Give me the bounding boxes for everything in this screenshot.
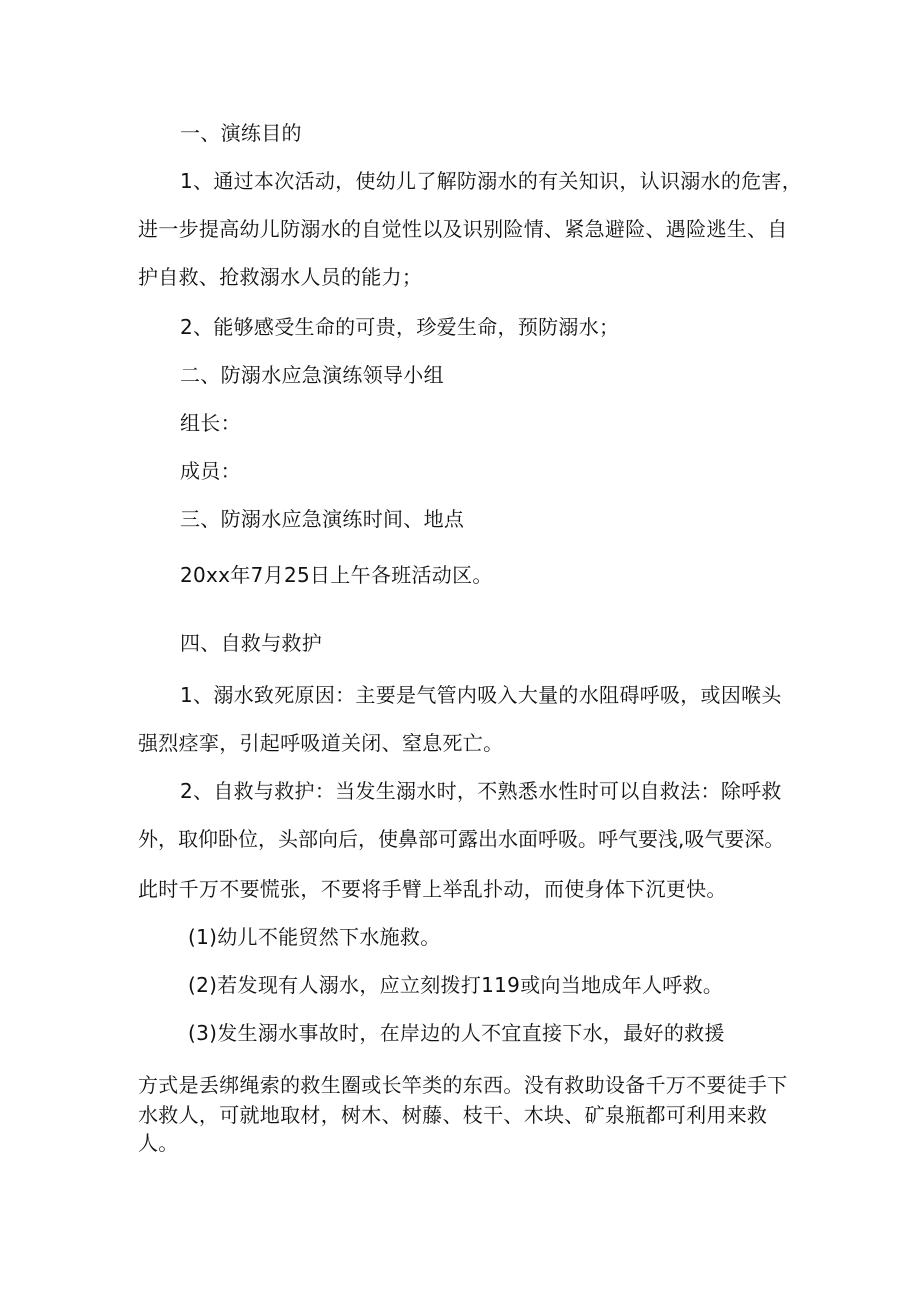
paragraph-line: 强烈痉挛，引起呼吸道关闭、窒息死亡。 bbox=[138, 731, 504, 755]
section-heading-objectives: 一、演练目的 bbox=[180, 121, 302, 145]
section-heading-leadership: 二、防溺水应急演练领导小组 bbox=[180, 363, 444, 387]
paragraph-line: 护自救、抢救溺水人员的能力； bbox=[138, 265, 423, 289]
paragraph-line: 进一步提高幼儿防溺水的自觉性以及识别险情、紧急避险、遇险逃生、自 bbox=[138, 217, 788, 241]
list-item: (2)若发现有人溺水，应立刻拨打119或向当地成年人呼救。 bbox=[188, 973, 724, 997]
list-item: (1)幼儿不能贸然下水施救。 bbox=[188, 925, 441, 949]
time-place-line: 20xx年7月25日上午各班活动区。 bbox=[180, 563, 493, 587]
paragraph-line: 此时千万不要慌张，不要将手臂上举乱扑动，而使身体下沉更快。 bbox=[138, 877, 727, 901]
section-heading-self-rescue: 四、自救与救护 bbox=[180, 631, 323, 655]
paragraph-line: 水救人，可就地取材，树木、树藤、枝干、木块、矿泉瓶都可利用来救 bbox=[138, 1103, 768, 1127]
paragraph-line: 1、溺水致死原因：主要是气管内吸入大量的水阻碍呼吸，或因喉头 bbox=[180, 683, 782, 707]
leader-label: 组长： bbox=[180, 411, 241, 435]
paragraph-line: 2、能够感受生命的可贵，珍爱生命，预防溺水； bbox=[180, 315, 620, 339]
list-item: (3)发生溺水事故时，在岸边的人不宜直接下水，最好的救援 bbox=[188, 1021, 725, 1045]
members-label: 成员： bbox=[180, 459, 241, 483]
paragraph-line: 方式是丢绑绳索的救生圈或长竿类的东西。没有救助设备千万不要徒手下 bbox=[138, 1073, 788, 1097]
paragraph-line: 1、通过本次活动，使幼儿了解防溺水的有关知识，认识溺水的危害， bbox=[180, 169, 803, 193]
section-heading-time-place: 三、防溺水应急演练时间、地点 bbox=[180, 507, 465, 531]
paragraph-line: 2、自救与救护：当发生溺水时，不熟悉水性时可以自救法：除呼救 bbox=[180, 779, 782, 803]
paragraph-line: 外，取仰卧位，头部向后，使鼻部可露出水面呼吸。呼气要浅,吸气要深。 bbox=[138, 827, 785, 851]
paragraph-line: 人。 bbox=[138, 1131, 179, 1155]
